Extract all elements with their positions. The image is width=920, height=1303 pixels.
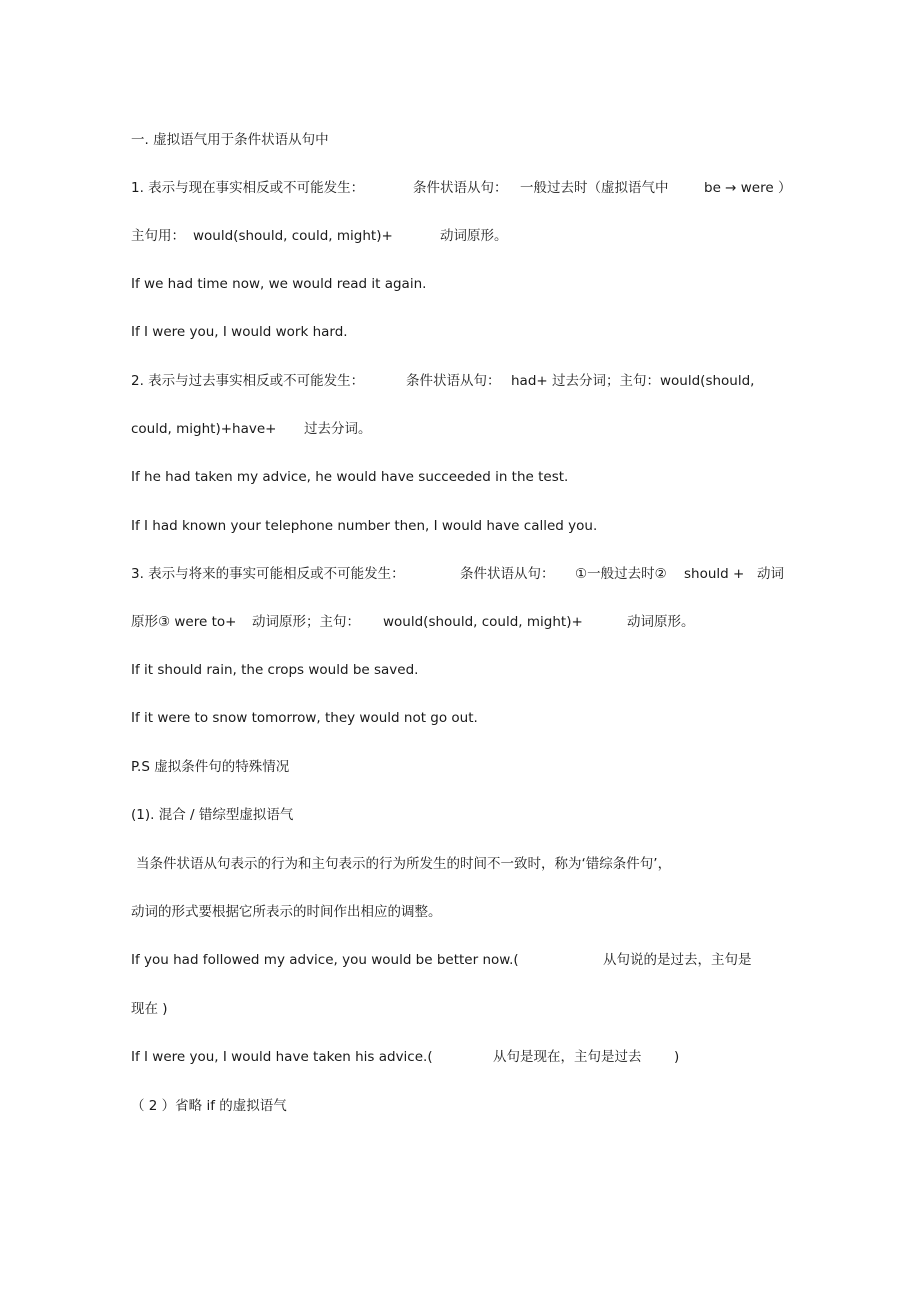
rule-2-continuation: could, might)+have+ 过去分词。: [131, 421, 372, 437]
example-3b: If it were to snow tomorrow, they would not go out.: [131, 710, 478, 726]
rule-3-continuation: 原形③ were to+ 动词原形；主句： would(should, could, might)+ 动词原形。: [131, 614, 695, 630]
example-2b: If I had known your telephone number then, I would have called you.: [131, 518, 598, 534]
example-5: If I were you, I would have taken his advice.( 从句是现在，主句是过去 ): [131, 1049, 680, 1065]
description-line-2: 动词的形式要根据它所表示的时间作出相应的调整。: [131, 904, 442, 920]
example-4: If you had followed my advice, you would be better now.( 从句说的是过去，主句是: [131, 952, 752, 968]
subsection-2-heading: （ 2 ）省略 if 的虚拟语气: [131, 1098, 287, 1114]
example-2a: If he had taken my advice, he would have succeeded in the test.: [131, 469, 569, 485]
example-3a: If it should rain, the crops would be saved.: [131, 662, 419, 678]
description-line-1: 当条件状语从句表示的行为和主句表示的行为所发生的时间不一致时，称为‘错综条件句’，: [136, 856, 672, 872]
example-4-continuation: 现在 ): [131, 1001, 168, 1017]
rule-2-line: 2. 表示与过去事实相反或不可能发生： 条件状语从句： had+ 过去分词；主句：would(should,: [131, 373, 755, 389]
subsection-1-heading: (1). 混合 / 错综型虚拟语气: [131, 807, 294, 823]
ps-heading: P.S 虚拟条件句的特殊情况: [131, 759, 290, 775]
example-1a: If we had time now, we would read it again.: [131, 276, 427, 292]
rule-1-line: 1. 表示与现在事实相反或不可能发生： 条件状语从句： 一般过去时（虚拟语气中 be → were ）: [131, 180, 792, 196]
rule-1-main-clause: 主句用： would(should, could, might)+ 动词原形。: [131, 228, 508, 244]
rule-3-line: 3. 表示与将来的事实可能相反或不可能发生： 条件状语从句： ①一般过去时② should + 动词: [131, 566, 784, 582]
section-heading: 一. 虚拟语气用于条件状语从句中: [131, 132, 329, 148]
example-1b: If I were you, I would work hard.: [131, 324, 348, 340]
